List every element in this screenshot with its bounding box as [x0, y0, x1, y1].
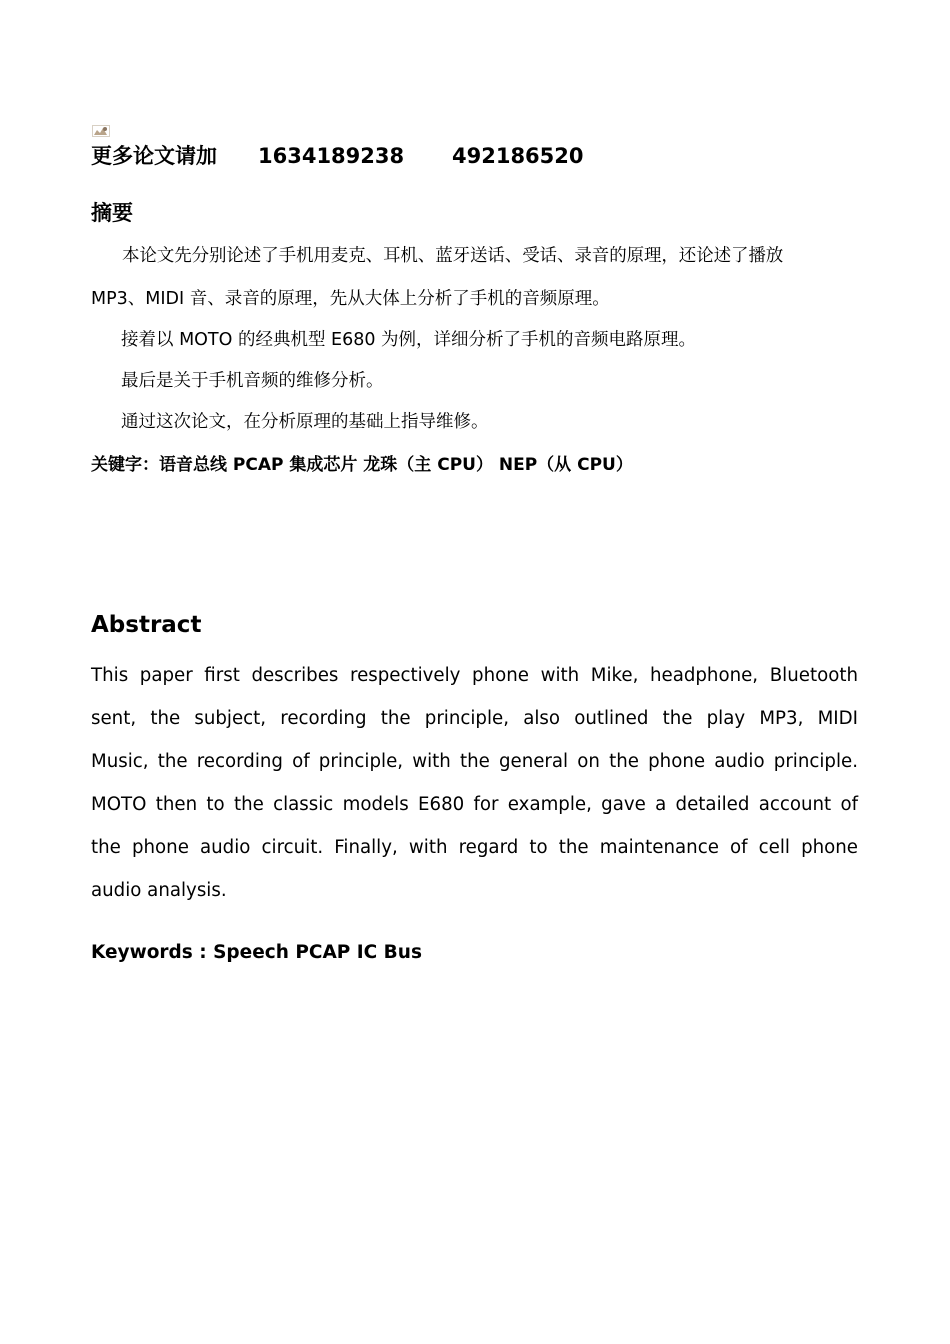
abstract-line: MOTO then to the classic models E680 for example, gave a detailed account of — [91, 794, 858, 815]
small-logo-icon — [92, 125, 110, 137]
abstract-line: sent, the subject, recording the principle, also outlined the play MP3, MIDI — [91, 708, 858, 729]
abstract-line: Music, the recording of principle, with the general on the phone audio principle. — [91, 751, 858, 772]
chinese-paragraph-2: 接着以 MOTO 的经典机型 E680 为例，详细分析了手机的音频电路原理。 — [121, 330, 697, 350]
chinese-keywords: 关键字：语音总线 PCAP 集成芯片 龙珠（主 CPU） NEP（从 CPU） — [91, 455, 633, 475]
contact-line — [91, 141, 584, 171]
chinese-abstract-title: 摘要 — [91, 201, 133, 225]
english-keywords: Keywords : Speech PCAP IC Bus — [91, 942, 422, 963]
abstract-line: This paper first describes respectively phone with Mike, headphone, Bluetooth — [91, 665, 858, 686]
abstract-line: audio analysis. — [91, 880, 227, 901]
abstract-line: the phone audio circuit. Finally, with regard to the maintenance of cell phone — [91, 837, 858, 858]
chinese-paragraph-4: 通过这次论文，在分析原理的基础上指导维修。 — [121, 412, 489, 432]
chinese-paragraph-1-line-1: 本论文先分别论述了手机用麦克、耳机、蓝牙送话、受话、录音的原理，还论述了播放 — [122, 246, 784, 266]
contact-label: 更多论文请加 — [91, 144, 217, 168]
contact-number-2: 492186520 — [452, 144, 584, 168]
english-abstract-body — [91, 654, 858, 912]
english-abstract-title: Abstract — [91, 612, 202, 638]
chinese-paragraph-3: 最后是关于手机音频的维修分析。 — [121, 371, 384, 391]
contact-number-1: 1634189238 — [258, 144, 405, 168]
chinese-paragraph-1-line-2: MP3、MIDI 音、录音的原理，先从大体上分析了手机的音频原理。 — [91, 289, 610, 309]
